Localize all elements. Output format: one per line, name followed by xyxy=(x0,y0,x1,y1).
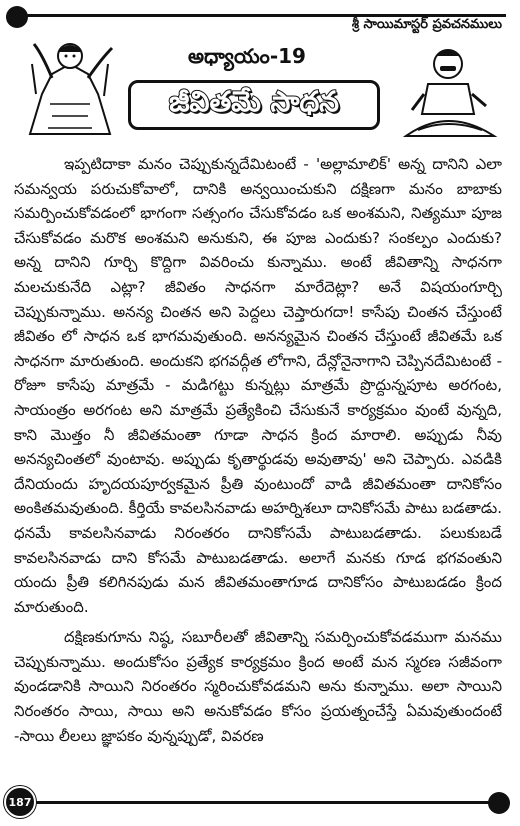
paragraph: దక్షిణకుగూను నిష్ఠ, సబూరీలతో జీవితాన్ని సమర్పించుకోవడముగా మనము చెప్పుకున్నాము. అందుకోసం ప్రత్యేక కార్యక్రమం క్రింద అంటే మన స్మరణ సజీవంగా వుండడానికి సాయిని నిరంతరం స్మరించుకోవడమని అను కున్నాము. అలా సాయిని నిరంతరం సాయి, సాయి అని అనుకోవడం కోసం ప్రయత్నంచేస్తే ఏమవుతుందంటే -సాయి లీలలు జ్ఞాపకం వున్నప్పుడో, వివరణ xyxy=(14,628,502,745)
seated-master-illustration xyxy=(398,44,502,140)
saint-figure-icon xyxy=(22,34,118,138)
chapter-title: జీవితమే సాధన xyxy=(128,80,380,130)
paragraph: ఇప్పటిదాకా మనం చెప్పుకున్నదేమిటంటే - 'అల్లామాలిక్' అన్న దానిని ఎలా సమన్వయ పరుచుకోవాలో, దానికి అన్వయించుకుని దక్షిణగా మనం బాబాకు సమర్పించుకోవడంలో భాగంగా సత్సంగం చేసుకోవడం ఒక అంశమని, నిత్యమూ పూజ చేసుకోవడం మరొక అంశమని అనుకుని, ఈ పూజ ఎందుకు? సంకల్పం ఎందుకు? అన్న దానిని గూర్చి కొద్దిగా వివరించు కున్నాము. అంటే జీవితాన్ని సాధనగా మలచుకునేది ఎట్లా? జీవితం సాధనగా మారేదెట్లా? అనే విషయంగూర్చి చెప్పుకున్నాము. అనన్య చింతన అని పెద్దలు చెప్తారుగదా! కాసేపు చింతన చేస్తుంటే జీవితం లో సాధన ఒక భాగమవుతుంది. అనన్యమైన చింతన చేస్తుంటే జీవితమే ఒక సాధనగా మారుతుంది. అందుకని భగవద్గీత లోగాని, దేన్లోనైనాగాని చెప్పినదేమిటంటే - రోజూ కాసేపు మాత్రమే - మడిగట్టు కున్నట్లు మాత్రమే ప్రొద్దున్నపూట అరగంట, సాయంత్రం అరగంట అని మాత్రమే ప్రత్యేకించి చేసుకునే కార్యక్రమం వుంటే వున్నది, కాని మొత్తం నీ జీవితమంతా గూడా సాధన క్రింద మారాలి. అప్పుడు నీవు అనన్యచింతలో వుంటావు. అప్పుడు కృతార్థుడవు అవుతావు' అని చెప్పారు. ఎవడికి దేనియందు హృదయపూర్వకమైన ప్రీతి వుంటుందో వాడి జీవితమంతా దానికోసం అంకితమవుతుంది. కీర్తియే కావలసినవాడు అహర్నిశలూ దానికోసమే పాటు బడతాడు. ధనమే కావలసినవాడు నిరంతరం దానికోసమే పాటుబడతాడు. పలుకుబడే కావలసినవాడు దాని కోసమే పాటుబడతాడు. అలాగే మనకు గూడ భగవంతుని యందు ప్రీతి కలిగినపుడు మన జీవితమంతాగూడ దానికోసం పాటుబడడం క్రింద మారుతుంది. xyxy=(14,155,502,616)
footer-rule xyxy=(30,801,498,804)
header-ornament-dot xyxy=(6,6,28,28)
seated-master-icon xyxy=(398,44,502,140)
footer-ornament-dot xyxy=(488,792,510,814)
saint-figure-illustration xyxy=(22,34,118,138)
body-text xyxy=(14,152,502,748)
running-head: శ్రీ సాయిమాస్టర్ ప్రవచనములు xyxy=(351,17,502,32)
page-number: 187 xyxy=(4,786,36,818)
chapter-heading: అధ్యాయం-19 xyxy=(188,44,306,68)
